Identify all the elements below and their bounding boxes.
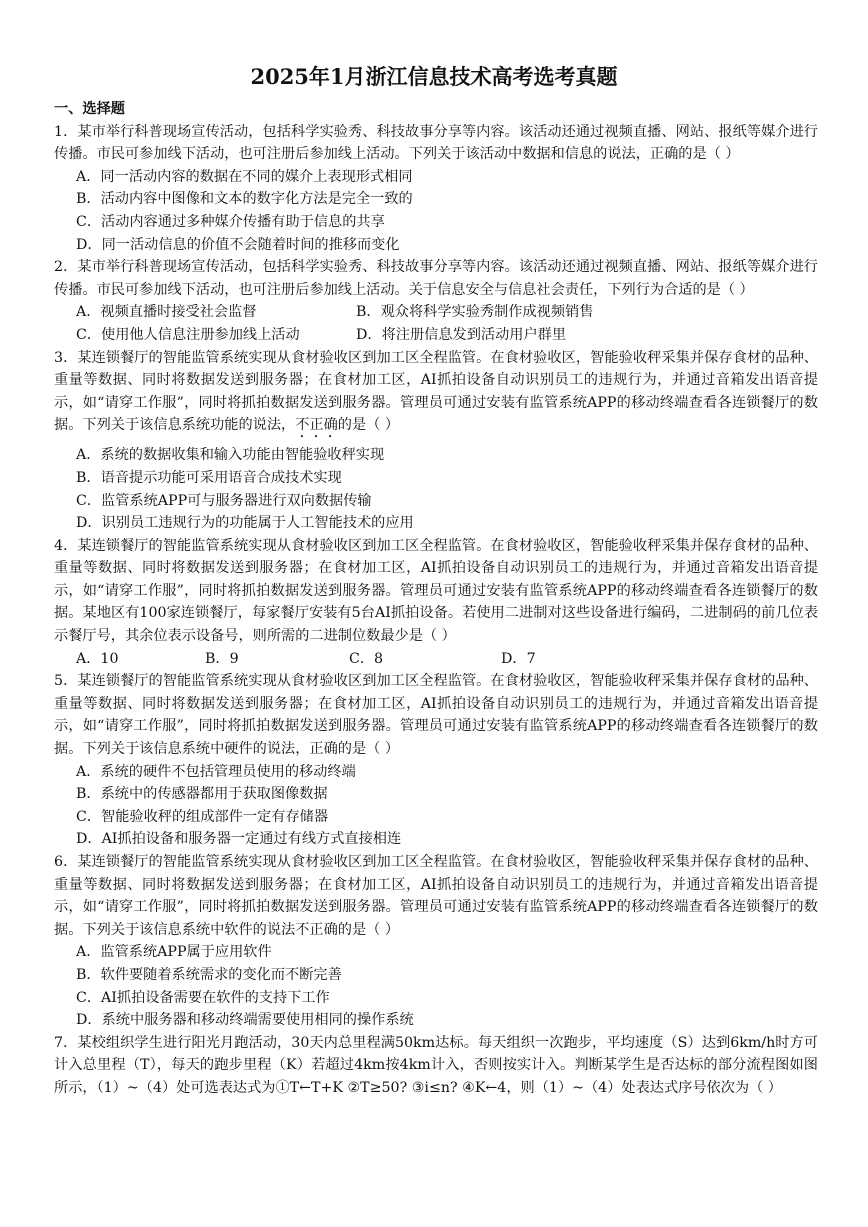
question-5-option-c: C．智能验收秤的组成部件一定有存储器 [76, 808, 329, 825]
question-2-option-c: C．使用他人信息注册参加线上活动 [76, 326, 300, 343]
question-6-option-a: A．监管系统APP属于应用软件 [76, 944, 272, 961]
question-3-emphasis: 不正确 [295, 417, 338, 434]
question-3-option-c: C．监管系统APP可与服务器进行双向数据传输 [76, 492, 372, 509]
question-3-option-d: D．识别员工违规行为的功能属于人工智能技术的应用 [76, 515, 414, 532]
question-1-option-b: B．活动内容中图像和文本的数字化方法是完全一致的 [76, 191, 413, 208]
question-5-option-d: D．AI抓拍设备和服务器一定通过有线方式直接相连 [76, 831, 402, 848]
question-3-stem [54, 347, 818, 442]
question-3-option-b: B．语音提示功能可采用语音合成技术实现 [76, 469, 342, 486]
question-1-stem: 1．某市举行科普现场宣传活动，包括科学实验秀、科技故事分享等内容。该活动还通过视频直播、网站、报纸等媒介进行传播。市民可参加线下活动，也可注册后参加线上活动。下列关于该活动中数据和信息的说法，正确的是（ ） [54, 123, 818, 163]
question-6-option-d: D．系统中服务器和移动终端需要使用相同的操作系统 [76, 1012, 414, 1029]
question-5-stem: 5．某连锁餐厅的智能监管系统实现从食材验收区到加工区全程监管。在食材验收区，智能验收秤采集并保存食材的品种、重量等数据、同时将数据发送到服务器；在食材加工区，AI抓拍设备自动识别员工的违规行为，并通过音箱发出语音提示，如“请穿工作服”，同时将抓拍数据发送到服务器。管理员可通过安装有监管系统APP的移动终端查看各连锁餐厅的数据。下列关于该信息系统中硬件的说法，正确的是（ ） [54, 673, 818, 758]
section-heading: 一、选择题 [54, 101, 125, 117]
question-2-options-row-2 [54, 324, 818, 347]
question-6-stem: 6．某连锁餐厅的智能监管系统实现从食材验收区到加工区全程监管。在食材验收区，智能验收秤采集并保存食材的品种、重量等数据、同时将数据发送到服务器；在食材加工区，AI抓拍设备自动识别员工的违规行为，并通过音箱发出语音提示，如“请穿工作服”，同时将抓拍数据发送到服务器。管理员可通过安装有监管系统APP的移动终端查看各连锁餐厅的数据。下列关于该信息系统中软件的说法不正确的是（ ） [54, 854, 818, 938]
question-4-option-d: D．7 [501, 650, 536, 667]
question-3-stem-text: 3．某连锁餐厅的智能监管系统实现从食材验收区到加工区全程监管。在食材验收区，智能验收秤采集并保存食材的品种、重量等数据、同时将数据发送到服务器；在食材加工区，AI抓拍设备自动识别员工的违规行为，并通过音箱发出语音提示，如“请穿工作服”，同时将抓拍数据发送到服务器。管理员可通过安装有监管系统APP的移动终端查看各连锁餐厅的数据。下列关于该信息系统功能的说法， [54, 349, 818, 434]
question-5-option-b: B．系统中的传感器都用于获取图像数据 [76, 786, 328, 803]
question-2-stem: 2．某市举行科普现场宣传活动，包括科学实验秀、科技故事分享等内容。该活动还通过视频直播、网站、报纸等媒介进行传播。市民可参加线下活动，也可注册后参加线上活动。关于信息安全与信息社会责任，下列行为合适的是（ ） [54, 259, 818, 298]
question-4-options [54, 648, 818, 671]
question-7-stem: 7．某校组织学生进行阳光月跑活动，30天内总里程满50km达标。每天组织一次跑步，平均速度（S）达到6km/h时方可计入总里程（T），每天的跑步里程（K）若超过4km按4km计入，否则按实计入。判断某学生是否达标的部分流程图如图所示，（1）~（4）处可选表达式为①T←T+K ②T≥50? ③i≤n? ④K←4，则（1）~（4）处表达式序号依次为（ ） [54, 1034, 818, 1096]
question-6-option-c: C．AI抓拍设备需要在软件的支持下工作 [76, 989, 330, 1006]
question-3-option-a: A．系统的数据收集和输入功能由智能验收秤实现 [76, 447, 385, 464]
question-4-stem: 4．某连锁餐厅的智能监管系统实现从食材验收区到加工区全程监管。在食材验收区，智能验收秤采集并保存食材的品种、重量等数据、同时将数据发送到服务器；在食材加工区，AI抓拍设备自动识别员工的违规行为，并通过音箱发出语音提示，如“请穿工作服”，同时将抓拍数据发送到服务器。管理员可通过安装有监管系统APP的移动终端查看各连锁餐厅的数据。某地区有100家连锁餐厅，每家餐厅安装有5台AI抓拍设备。若使用二进制对这些设备进行编码，二进制码的前几位表示餐厅号，其余位表示设备号，则所需的二进制位数最少是（ ） [54, 537, 818, 645]
question-2-option-b: B．观众将科学实验秀制作成视频销售 [356, 304, 594, 321]
question-list [54, 98, 818, 1100]
question-2-option-a: A．视频直播时接受社会监督 [76, 304, 257, 321]
question-2-option-d: D．将注册信息发到活动用户群里 [356, 326, 567, 343]
question-6-option-b: B．软件要随着系统需求的变化而不断完善 [76, 966, 342, 983]
question-1-option-d: D．同一活动信息的价值不会随着时间的推移而变化 [76, 236, 400, 253]
question-4-option-a: A．10 [76, 650, 119, 667]
page-title: 2025年1月浙江信息技术高考选考真题 [250, 64, 618, 89]
question-3-stem-end: 的是（ ） [337, 417, 400, 434]
question-1-option-a: A．同一活动内容的数据在不同的媒介上表现形式相同 [76, 168, 413, 185]
question-5-option-a: A．系统的硬件不包括管理员使用的移动终端 [76, 763, 356, 780]
question-1-option-c: C．活动内容通过多种媒介传播有助于信息的共享 [76, 213, 385, 230]
question-4-option-b: B．9 [205, 650, 239, 667]
question-2-options-row-1 [54, 301, 818, 324]
question-4-option-c: C．8 [349, 650, 384, 667]
